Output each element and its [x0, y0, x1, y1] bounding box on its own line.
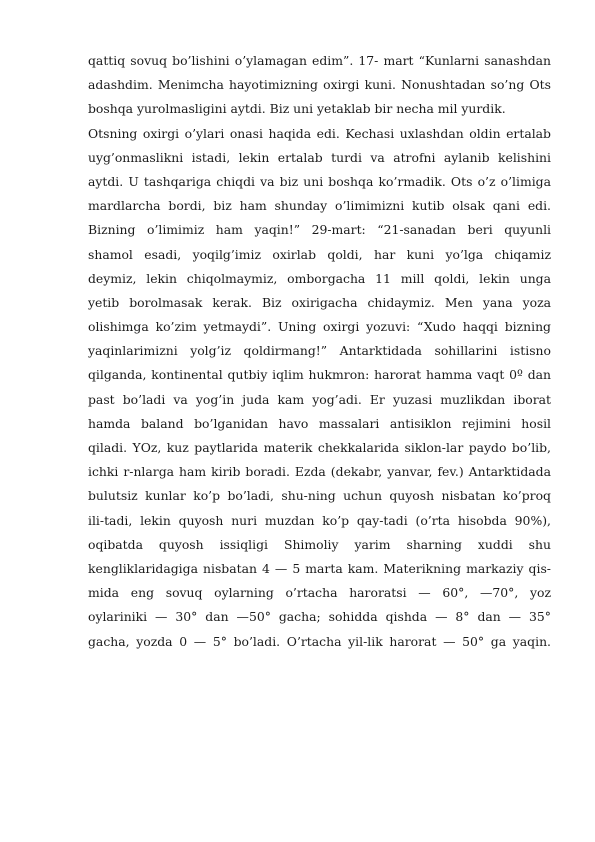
text-line: ichki r-nlarga ham kirib boradi. Ezda (dekabr, yanvar, fev.) Antarktidada: [88, 464, 551, 480]
text-line: qiladi. YOz, kuz paytlarida materik chekkalarida siklon-lar paydo bo’lib,: [88, 440, 551, 455]
text-line: bulutsiz kunlar ko’p bo’ladi, shu-ning uchun quyosh nisbatan ko’proq: [88, 488, 551, 504]
text-line: oqibatda quyosh issiqligi Shimoliy yarim sharning xuddi shu: [88, 536, 551, 552]
text-line: shamol esadi, yoqilg’imiz oxirlab qoldi, har kuni yo’lga chiqamiz: [88, 246, 551, 262]
text-line: adashdim. Menimcha hayotimizning oxirgi kuni. Nonushtadan so’ng Ots: [88, 77, 551, 93]
text-line: yaqinlarimizni yolg’iz qoldirmang!” Antarktidada sohillarini istisno: [88, 343, 551, 359]
text-line: boshqa yurolmasligini aytdi. Biz uni yetaklab bir necha mil yurdik.: [88, 101, 506, 117]
text-line: kengliklaridagiga nisbatan 4 — 5 marta kam. Materikning markaziy qis-: [88, 560, 551, 576]
text-line: qilganda, kontinental qutbiy iqlim hukmron: harorat hamma vaqt 0º dan: [88, 367, 551, 383]
text-line: yetib borolmasak kerak. Biz oxirigacha chidaymiz. Men yana yoza: [88, 294, 551, 310]
text-line: mardlarcha bordi, biz ham shunday o’limimizni kutib olsak qani edi.: [88, 198, 551, 214]
text-line: Otsning oxirgi o’ylari onasi haqida edi. Kechasi uxlashdan oldin ertalab: [88, 125, 551, 141]
text-line: deymiz, lekin chiqolmaymiz, omborgacha 11 mill qoldi, lekin unga: [88, 270, 551, 286]
text-line: ili-tadi, lekin quyosh nuri muzdan ko’p qay-tadi (o’rta hisobda 90%),: [88, 512, 551, 528]
text-line: past bo’ladi va yog’in juda kam yog’adi. Er yuzasi muzlikdan iborat: [88, 391, 551, 407]
text-line: olishimga ko’zim yetmaydi”. Uning oxirgi yozuvi: “Xudo haqqi bizning: [88, 319, 551, 335]
text-line: aytdi. U tashqariga chiqdi va biz uni boshqa ko’rmadik. Ots o’z o’limiga: [88, 173, 551, 189]
text-line: oylariniki — 30° dan —50° gacha; sohidda qishda — 8° dan — 35°: [88, 609, 551, 625]
text-line: hamda baland bo’lganidan havo massalari antisiklon rejimini hosil: [88, 415, 551, 431]
text-line: qattiq sovuq bo’lishini o’ylamagan edim”. 17- mart “Kunlarni sanashdan: [88, 53, 551, 68]
body-text: [88, 49, 551, 654]
text-line: gacha, yozda 0 — 5° bo’ladi. O’rtacha yil-lik harorat — 50° ga yaqin.: [88, 633, 551, 649]
text-line: mida eng sovuq oylarning o’rtacha haroratsi — 60°, —70°, yoz: [88, 585, 551, 601]
text-line: uyg’onmaslikni istadi, lekin ertalab turdi va atrofni aylanib kelishini: [88, 149, 551, 165]
text-line: Bizning o’limimiz ham yaqin!” 29-mart: “21-sanadan beri quyunli: [88, 222, 551, 238]
